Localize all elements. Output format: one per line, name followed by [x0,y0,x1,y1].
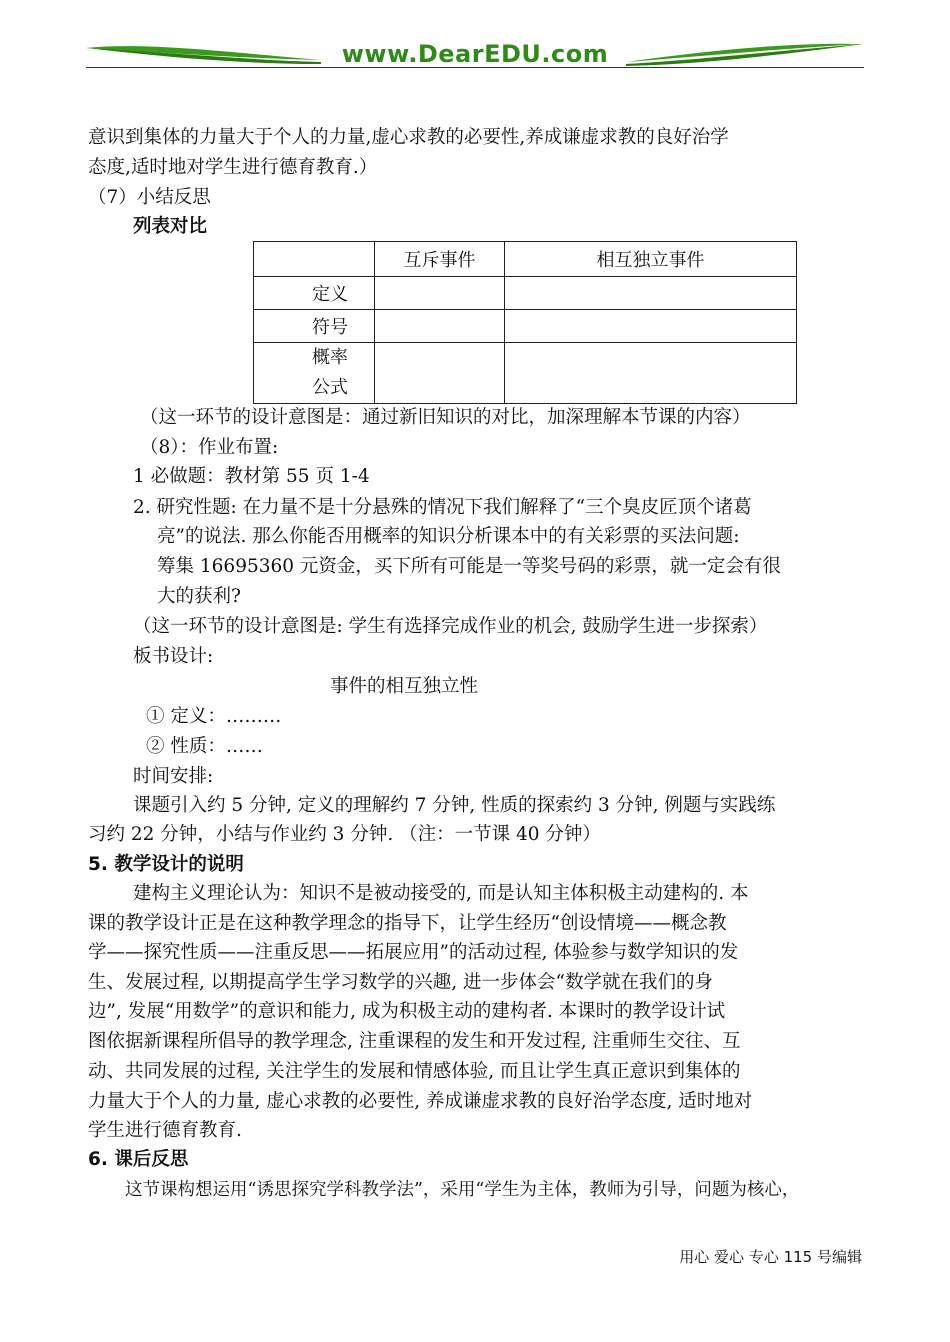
text-line: 学——探究性质——注重反思——拓展应用”的活动过程, 体验参与数学知识的发 [88,942,739,963]
table-cell [505,343,797,404]
text-line: 板书设计: [133,646,214,667]
text-line: 意识到集体的力量大于个人的力量,虚心求教的必要性,养成谦虚求教的良好治学 [88,127,729,148]
section-heading-5: 5. 教学设计的说明 [88,854,244,875]
table-row-label: 定义 [254,277,375,310]
board-item: ② 性质：…… [146,736,263,757]
site-header-banner [86,38,864,74]
text-line: 生、发展过程, 以期提高学生学习数学的兴趣, 进一步体会“数学就在我们的身 [88,972,713,993]
page-footer: 用心 爱心 专心 115 号编辑 [679,1248,862,1266]
table-header-cell: 相互独立事件 [505,242,797,277]
table-heading: 列表对比 [133,216,208,237]
text-line: （这一环节的设计意图是：通过新旧知识的对比，加深理解本节课的内容） [140,407,751,428]
text-line: 建构主义理论认为：知识不是被动接受的, 而是认知主体积极主动建构的. 本 [133,883,749,904]
text-line: 课的教学设计正是在这种教学理念的指导下，让学生经历“创设情境——概念教 [88,913,727,934]
text-line: 筹集 16695360 元资金，买下所有可能是一等奖号码的彩票，就一定会有很 [157,556,781,577]
text-line: 习约 22 分钟，小结与作业约 3 分钟. （注：一节课 40 分钟） [88,824,601,845]
comparison-table [253,241,797,404]
table-corner-cell [254,242,375,277]
board-item: ① 定义：……… [146,706,282,727]
table-row-label [254,343,375,404]
text-line: 动、共同发展的过程, 关注学生的发展和情感体验, 而且让学生真正意识到集体的 [88,1061,741,1082]
text-line: 课题引入约 5 分钟, 定义的理解约 7 分钟, 性质的探索约 3 分钟, 例题与实践练 [133,795,776,816]
board-title: 事件的相互独立性 [330,676,479,697]
text-line: （这一环节的设计意图是: 学生有选择完成作业的机会, 鼓励学生进一步探索） [133,616,768,637]
text-line: 学生进行德育教育. [88,1120,242,1141]
header-rule [86,67,864,68]
text-line: 力量大于个人的力量, 虚心求教的必要性, 养成谦虚求教的良好治学态度, 适时地对 [88,1091,753,1112]
text-line: 亮”的说法. 那么你能否用概率的知识分析课本中的有关彩票的买法问题: [157,526,740,547]
text-line: 态度,适时地对学生进行德育教育.） [88,157,378,178]
table-row-label: 符号 [254,310,375,343]
section-heading-7: （7）小结反思 [88,187,211,208]
site-title[interactable]: www.DearEDU.com [341,40,609,68]
table-cell [505,310,797,343]
section-heading-6: 6. 课后反思 [88,1149,189,1170]
text-line: 1 必做题：教材第 55 页 1-4 [133,466,370,487]
text-line: 图依据新课程所倡导的教学理念, 注重课程的发生和开发过程, 注重师生交往、互 [88,1031,741,1052]
table-cell [375,343,505,404]
table-row-label-line: 公式 [312,377,348,398]
text-line: 大的获利? [157,586,241,607]
text-line: 2. 研究性题: 在力量不是十分悬殊的情况下我们解释了“三个臭皮匠顶个诸葛 [133,497,752,518]
table-row-label-line: 概率 [312,347,348,368]
table-cell [375,310,505,343]
table-cell [375,277,505,310]
text-line: 时间安排: [133,766,214,787]
text-line: 边”, 发展“用数学”的意识和能力, 成为积极主动的建构者. 本课时的教学设计试 [88,1001,726,1022]
section-heading-8: （8）：作业布置: [140,437,279,458]
text-line: 这节课构想运用“诱思探究学科教学法”，采用“学生为主体，教师为引导，问题为核心， [125,1180,800,1200]
table-cell [505,277,797,310]
table-header-cell: 互斥事件 [375,242,505,277]
